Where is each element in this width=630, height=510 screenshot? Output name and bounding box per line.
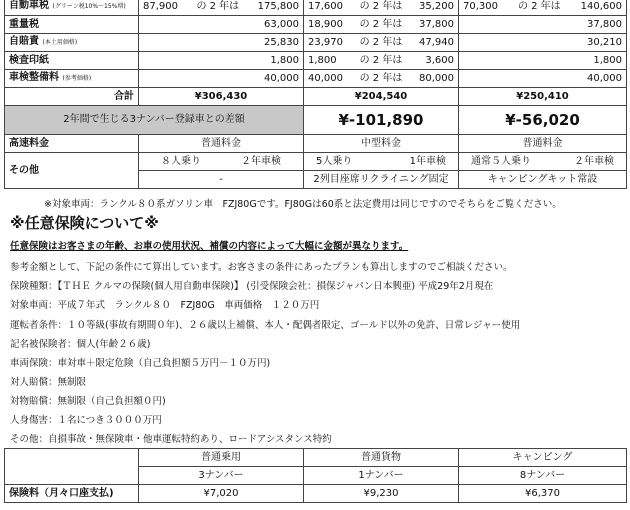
fee-row — [5, 52, 627, 70]
other-5number-1 — [304, 153, 459, 171]
period-amount: 80,000 — [418, 72, 454, 84]
fee-cell — [459, 34, 627, 52]
inspection: 1年車検 — [409, 155, 446, 167]
total-3number: ¥306,430 — [139, 88, 304, 106]
period-amount: 175,800 — [257, 0, 299, 12]
insurance-line: 対人賠償：無制限 — [10, 377, 87, 388]
ins-corner — [5, 449, 139, 485]
highway-3number: 普通料金 — [139, 135, 304, 153]
cost-table — [4, 0, 627, 189]
fee-row — [5, 34, 627, 52]
period-amount: 140,600 — [580, 0, 622, 12]
period-amount: 37,800 — [418, 18, 454, 30]
period-amount: 40,000 — [587, 72, 622, 84]
ins-num: 1ナンバー — [304, 467, 459, 485]
total-5number: ¥204,540 — [304, 88, 459, 106]
insurance-line: 車両保険：車対車＋限定危険（自己負担額５万円－１０万円) — [10, 358, 271, 369]
total-label: 合計 — [5, 88, 139, 106]
unit-amount: 40,000 — [308, 72, 343, 84]
difference-row — [5, 106, 627, 135]
fee-name: 自賠責 — [9, 36, 39, 47]
period-amount: 1,800 — [270, 54, 299, 66]
fee-name: 重量税 — [9, 18, 39, 30]
fee-label — [5, 70, 139, 88]
unit-amount: 87,900 — [143, 0, 178, 12]
fee-row — [5, 0, 627, 16]
total-8number: ¥250,410 — [459, 88, 627, 106]
period-text: の 2 年は — [517, 0, 561, 12]
fee-label — [5, 0, 139, 16]
fee-cell — [304, 34, 459, 52]
fee-cell — [304, 52, 459, 70]
fee-row — [5, 16, 627, 34]
other-3number-2: - — [139, 171, 304, 189]
ins-price: ¥6,370 — [459, 485, 627, 503]
ins-cat: キャンピング — [459, 449, 627, 467]
period-text: の 2 年は — [359, 18, 403, 30]
unit-amount: 17,600 — [308, 0, 343, 12]
fee-cell — [459, 52, 627, 70]
fee-cell — [139, 16, 304, 34]
period-amount: 25,830 — [264, 36, 299, 48]
total-row — [5, 88, 627, 106]
fee-name: 自動車税 — [9, 0, 49, 11]
insurance-line: その他：自損事故・無保険車・他車運転特約あり、ロードアシスタンス特約 — [10, 434, 332, 445]
insurance-table — [4, 448, 627, 503]
period-text: の 2 年は — [359, 54, 403, 66]
other-5number-2: 2列目座席リクライニング固定 — [304, 171, 459, 189]
other-label: その他 — [5, 153, 139, 189]
insurance-line: 対象車両：平成７年式 ランクル８０ FZJ80G 車両価格 １２０万円 — [10, 300, 320, 311]
unit-amount: 1,800 — [308, 54, 337, 66]
insurance-line: 保険種類：【ＴＨＥ クルマの保険(個人用自動車保険)】 (引受保険会社：損保ジャパン日本興亜) 平成29年2月現在 — [10, 281, 494, 292]
period-amount: 47,940 — [418, 36, 454, 48]
fee-cell — [459, 0, 627, 16]
highway-8number: 普通料金 — [459, 135, 627, 153]
fee-sub: (参考価格) — [62, 75, 92, 82]
ins-price: ¥9,230 — [304, 485, 459, 503]
highway-row — [5, 135, 627, 153]
period-amount: 35,200 — [418, 0, 454, 12]
ins-num: 3ナンバー — [139, 467, 304, 485]
difference-8number: ¥-56,020 — [459, 106, 627, 135]
fee-label — [5, 34, 139, 52]
ins-cat: 普通貨物 — [304, 449, 459, 467]
unit-amount: 18,900 — [308, 18, 343, 30]
fee-cell — [139, 70, 304, 88]
insurance-line: 記名被保険者：個人(年齢２６歳) — [10, 339, 151, 350]
other-8number-1 — [459, 153, 627, 171]
insurance-line: 参考金額として、下記の条件にて算出しています。お客さまの条件にあったプランも算出しますのでご相談ください。 — [10, 262, 513, 273]
period-text: の 2 年は — [359, 0, 403, 12]
difference-label: 2年間で生じる3ナンバー登録車との差額 — [5, 106, 304, 135]
unit-amount: 70,300 — [463, 0, 498, 12]
insurance-line: 人身傷害：１名につき３０００万円 — [10, 415, 162, 426]
period-amount: 3,600 — [425, 54, 454, 66]
highway-label: 高速料金 — [5, 135, 139, 153]
insurance-line: 運転者条件：１０等級(事故有期間０年)、２６歳以上補償、本人・配偶者限定、ゴールド以外の免許、日常レジャー使用 — [10, 320, 521, 331]
seats: ８人乗り — [161, 155, 201, 167]
other-row-1 — [5, 153, 627, 171]
period-amount: 40,000 — [264, 72, 299, 84]
ins-price: ¥7,020 — [139, 485, 304, 503]
other-3number-1 — [139, 153, 304, 171]
fee-cell — [304, 0, 459, 16]
ins-num: 8ナンバー — [459, 467, 627, 485]
fee-sub: (グリーン税10%～15%増) — [52, 3, 126, 10]
period-amount: 37,800 — [587, 18, 622, 30]
fee-label — [5, 16, 139, 34]
fee-cell — [459, 16, 627, 34]
fee-cell — [139, 52, 304, 70]
fee-sub: (本土用価格) — [42, 39, 78, 46]
fee-name: 検査印紙 — [9, 54, 49, 66]
fee-name: 車検整備料 — [9, 72, 59, 83]
seats: 通常５人乗り — [471, 155, 531, 167]
fee-label — [5, 52, 139, 70]
unit-amount: 23,970 — [308, 36, 343, 48]
period-text: の 2 年は — [359, 72, 403, 84]
seats: 5人乗り — [316, 155, 353, 167]
period-amount: 1,800 — [593, 54, 622, 66]
highway-5number: 中型料金 — [304, 135, 459, 153]
insurance-line: 任意保険はお客さまの年齢、お車の使用状況、補償の内容によって大幅に金額が異なります。 — [10, 241, 409, 252]
period-amount: 63,000 — [264, 18, 299, 30]
fee-cell — [139, 0, 304, 16]
fee-row — [5, 70, 627, 88]
fee-cell — [459, 70, 627, 88]
ins-price-row — [5, 485, 627, 503]
difference-5number: ¥-101,890 — [304, 106, 459, 135]
fee-cell — [139, 34, 304, 52]
inspection: ２年車検 — [241, 155, 281, 167]
inspection: ２年車検 — [574, 155, 614, 167]
fee-cell — [304, 70, 459, 88]
vehicle-note: ※対象車両：ランクル８０系ガソリン車 FZJ80Gです。FJ80Gは60系と法定費用は同じですのでそちらをご覧ください。 — [44, 199, 562, 210]
insurance-heading: ※任意保険について※ — [10, 214, 159, 232]
fee-cell — [304, 16, 459, 34]
period-text: の 2 年は — [359, 36, 403, 48]
ins-cat: 普通乗用 — [139, 449, 304, 467]
insurance-line: 対物賠償：無制限（自己負担額０円) — [10, 396, 166, 407]
ins-price-label: 保険料（月々口座支払) — [5, 485, 139, 503]
ins-cat-row — [5, 449, 627, 467]
other-8number-2: キャンピングキット常設 — [459, 171, 627, 189]
period-text: の 2 年は — [196, 0, 240, 12]
period-amount: 30,210 — [587, 36, 622, 48]
